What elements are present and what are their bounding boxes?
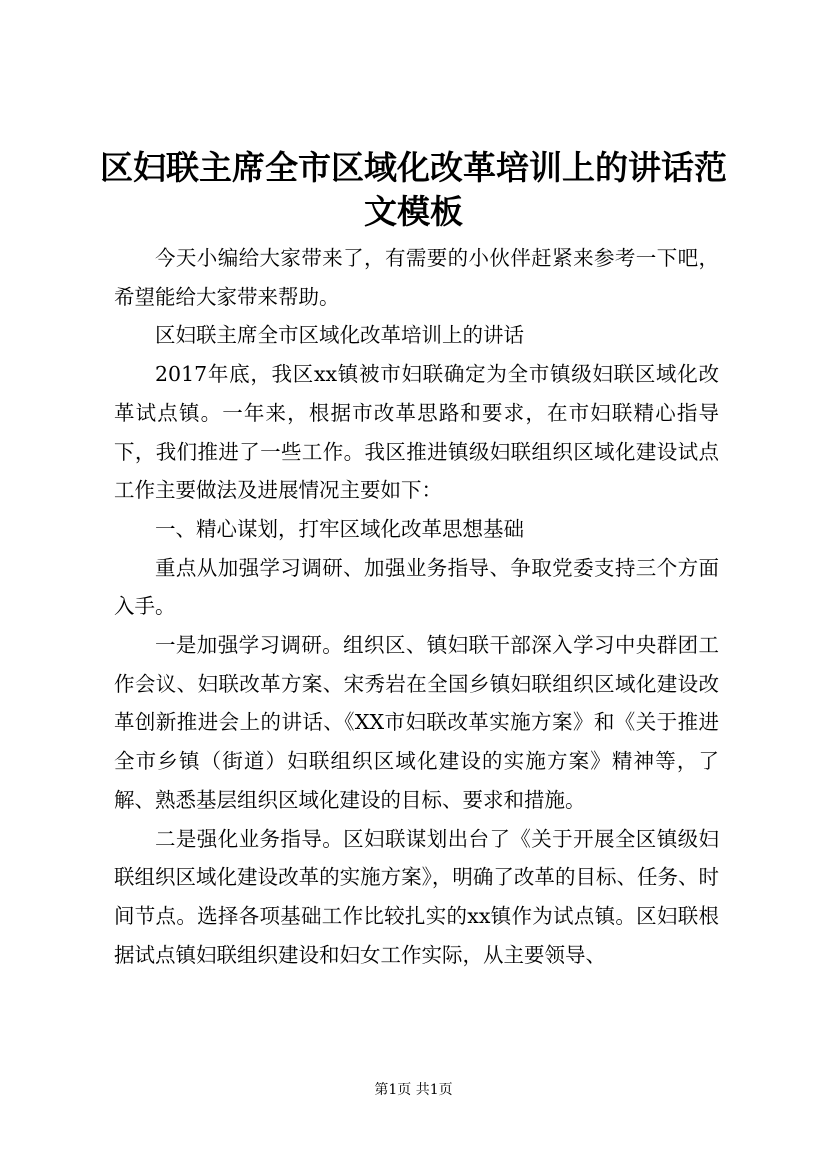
paragraph-focus: 重点从加强学习调研、加强业务指导、争取党委支持三个方面入手。 <box>114 555 719 619</box>
document-body <box>114 239 719 974</box>
paragraph-study-research: 一是加强学习调研。组织区、镇妇联干部深入学习中央群团工作会议、妇联改革方案、宋秀岩在全国乡镇妇联组织区域化建设改革创新推进会上的讲话、《XX市妇联改革实施方案》和《关于推进全市乡镇（街道）妇联组织区域化建设的实施方案》精神等，了解、熟悉基层组织区域化建设的目标、要求和措施。 <box>114 633 719 812</box>
page-footer: 第1页 共1页 <box>374 1082 453 1098</box>
paragraph-intro: 今天小编给大家带来了，有需要的小伙伴赶紧来参考一下吧，希望能给大家带来帮助。 <box>114 246 719 309</box>
paragraph-business-guidance: 二是强化业务指导。区妇联谋划出台了《关于开展全区镇级妇联组织区域化建设改革的实施方案》，明确了改革的目标、任务、时间节点。选择各项基础工作比较扎实的xx镇作为试点镇。区妇联根据试点镇妇联组织建设和妇女工作实际，从主要领导、 <box>114 826 719 967</box>
section-heading-1: 一、精心谋划，打牢区域化改革思想基础 <box>155 516 524 541</box>
document-title: 区妇联主席全市区域化改革培训上的讲话范文模板 <box>100 148 727 231</box>
paragraph-subtitle: 区妇联主席全市区域化改革培训上的讲话 <box>155 323 524 348</box>
paragraph-background: 2017年底，我区xx镇被市妇联确定为全市镇级妇联区域化改革试点镇。一年来，根据市改革思路和要求，在市妇联精心指导下，我们推进了一些工作。我区推进镇级妇联组织区域化建设试点工作主要做法及进展情况主要如下： <box>114 362 719 503</box>
